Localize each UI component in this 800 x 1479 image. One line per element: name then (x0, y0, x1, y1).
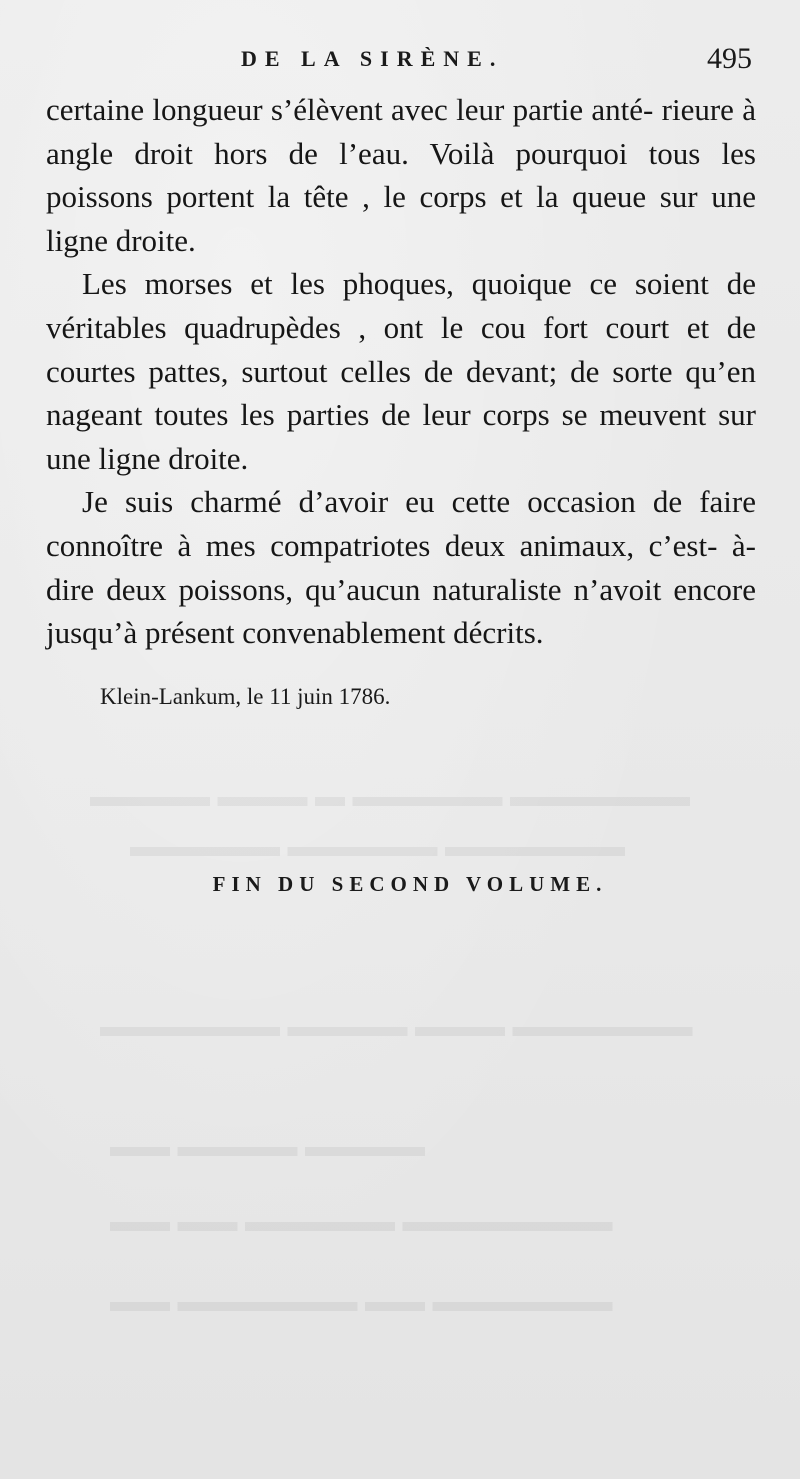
bleed-through-texture: ▬▬▬▬▬ ▬▬▬▬▬ ▬▬▬▬▬▬ (130, 830, 625, 863)
paragraph: Les morses et les phoques, quoique ce soient de véritables quadrupèdes , ont le cou fort court et de courtes pattes, surtout celles de devant; de sorte qu’en nageant toutes les parties de leur corps se meuvent sur une ligne droite. (46, 266, 756, 476)
bleed-through-texture: ▬▬▬▬▬▬ ▬▬▬▬ ▬▬▬ ▬▬▬▬▬▬ (100, 1010, 693, 1043)
bleed-through-texture: ▬▬ ▬▬ ▬▬▬▬▬ ▬▬▬▬▬▬▬ (110, 1205, 613, 1238)
running-title: DE LA SIRÈNE. (241, 46, 504, 71)
page-number: 495 (707, 42, 752, 75)
place-date-line: Klein-Lankum, le 11 juin 1786. (100, 684, 391, 709)
body-text (46, 88, 756, 655)
bleed-through-texture: ▬▬▬▬ ▬▬▬ ▬ ▬▬▬▬▬ ▬▬▬▬▬▬ (90, 780, 690, 813)
bleed-through-texture: ▬▬ ▬▬▬▬▬▬ ▬▬ ▬▬▬▬▬▬ (110, 1285, 613, 1318)
volume-end-line: FIN DU SECOND VOLUME. (212, 872, 608, 896)
running-head (46, 42, 756, 82)
paragraph: Je suis charmé d’avoir eu cette occasion de faire connoître à mes compatriotes deux animaux, c’est- à-dire deux poissons, qu’aucun naturaliste n’avoit encore jusqu’à présent convenablement décrits. (46, 484, 756, 651)
bleed-through-texture: ▬▬ ▬▬▬▬ ▬▬▬▬ (110, 1130, 425, 1163)
paragraph: certaine longueur s’élèvent avec leur partie anté- rieure à angle droit hors de l’eau. Voilà pourquoi tous les poissons portent la tête , le corps et la queue sur une ligne droite. (46, 92, 756, 258)
